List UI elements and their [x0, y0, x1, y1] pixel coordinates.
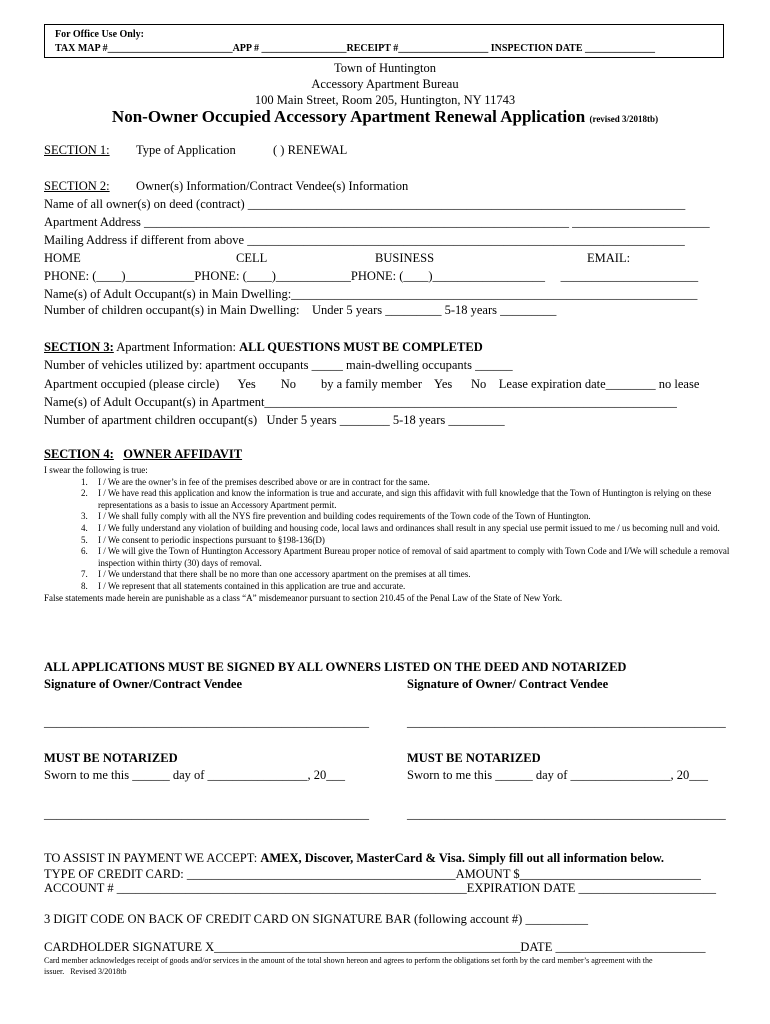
apartment-adults-field[interactable]: Name(s) of Adult Occupant(s) in Apartment__________________________________________________________________: [44, 395, 677, 409]
revision-note: (revised 3/2018tb): [589, 114, 659, 124]
apartment-address-field[interactable]: Apartment Address ____________________________________________________________________ ______________________: [44, 215, 710, 229]
office-use-label: For Office Use Only:: [55, 29, 144, 40]
false-statements-note: False statements made herein are punishable as a class “A” misdemeanor pursuant to section 210.45 of the Penal Law of the State of New York.: [44, 592, 563, 603]
section3-required: ALL QUESTIONS MUST BE COMPLETED: [239, 340, 483, 354]
cardmember-acknowledgment: Card member acknowledges receipt of goods and/or services in the amount of the total shown hereon and agrees to perform the obligations set forth by the card member’s agreement with the: [44, 956, 653, 965]
owner-names-field[interactable]: Name of all owner(s) on deed (contract) ______________________________________________________________________: [44, 197, 686, 211]
title-text: Non-Owner Occupied Accessory Apartment Renewal Application: [111, 107, 586, 126]
apartment-children-field[interactable]: Number of apartment children occupant(s) Under 5 years ________ 5-18 years _________: [44, 413, 505, 427]
page-title: [0, 107, 770, 127]
town-name: Town of Huntington: [334, 61, 436, 75]
right-signature-line[interactable]: ___________________________________________________: [407, 715, 726, 729]
section4-header: [44, 447, 242, 462]
accepted-cards: AMEX, Discover, MasterCard & Visa. Simply fill out all information below.: [260, 851, 665, 865]
payment-intro-text: TO ASSIST IN PAYMENT WE ACCEPT:: [44, 851, 258, 865]
left-notarized-label: MUST BE NOTARIZED: [44, 751, 178, 765]
account-expiration-field[interactable]: ACCOUNT # ________________________________________________________EXPIRATION DATE ______________________: [44, 881, 716, 895]
bureau-address: 100 Main Street, Room 205, Huntington, NY 11743: [254, 93, 516, 107]
phone-fields[interactable]: PHONE: (____)___________PHONE: (____)____________PHONE: (____)__________________ ______________________: [44, 269, 699, 283]
vehicles-field[interactable]: Number of vehicles utilized by: apartment occupants _____ main-dwelling occupants ______: [44, 358, 513, 372]
signature-notice: ALL APPLICATIONS MUST BE SIGNED BY ALL OWNERS LISTED ON THE DEED AND NOTARIZED: [44, 660, 627, 674]
affidavit-intro: I swear the following is true:: [44, 465, 148, 475]
main-dwelling-adults-field[interactable]: Name(s) of Adult Occupant(s) in Main Dwelling:_________________________________________________________________: [44, 287, 698, 301]
affidavit-item: 3. I / We shall fully comply with all the NYS fire prevention and building codes requirements of the Town code of the Town of Huntington.: [90, 511, 734, 523]
col-cell: CELL: [236, 251, 268, 265]
card-type-amount-field[interactable]: TYPE OF CREDIT CARD: ___________________________________________AMOUNT $_____________________________: [44, 867, 701, 881]
affidavit-item: 5. I / We consent to periodic inspections pursuant to §198-136(D): [90, 535, 734, 547]
right-notarized-label: MUST BE NOTARIZED: [407, 751, 541, 765]
section3-header: [44, 340, 483, 355]
office-use-box: [44, 24, 724, 58]
col-home: HOME: [44, 251, 81, 265]
affidavit: [44, 465, 734, 604]
cardholder-signature-field[interactable]: CARDHOLDER SIGNATURE X_________________________________________________DATE ________________________: [44, 940, 706, 954]
col-email: EMAIL:: [587, 251, 631, 265]
section4-label: SECTION 4:: [44, 447, 114, 461]
footer-revision: issuer. Revised 3/2018tb: [44, 967, 127, 976]
affidavit-list: [44, 477, 734, 593]
affidavit-item: 8. I / We represent that all statements contained in this application are true and accurate.: [90, 581, 734, 593]
section2-label: SECTION 2:: [44, 179, 110, 193]
right-notary-line[interactable]: ___________________________________________________: [407, 807, 726, 821]
main-dwelling-children-field[interactable]: Number of children occupant(s) in Main Dwelling: Under 5 years _________ 5-18 years _________: [44, 303, 557, 317]
cvv-field[interactable]: 3 DIGIT CODE ON BACK OF CREDIT CARD ON SIGNATURE BAR (following account #) __________: [44, 912, 588, 926]
left-signature-line[interactable]: ____________________________________________________: [44, 715, 369, 729]
left-signature-label: Signature of Owner/Contract Vendee: [44, 677, 243, 691]
bureau-name: Accessory Apartment Bureau: [311, 77, 459, 91]
affidavit-item: 7. I / We understand that there shall be no more than one accessory apartment on the premises at all times.: [90, 569, 734, 581]
left-sworn-field[interactable]: Sworn to me this ______ day of ________________, 20___: [44, 768, 346, 782]
mailing-address-field[interactable]: Mailing Address if different from above ______________________________________________________________________: [44, 233, 685, 247]
right-sworn-field[interactable]: Sworn to me this ______ day of ________________, 20___: [407, 768, 709, 782]
affidavit-item: 6. I / We will give the Town of Huntington Accessory Apartment Bureau proper notice of removal of said apartment to comply with Town Code and I/We will schedule a removal inspection within thirty (30) days of removal.: [90, 546, 734, 569]
section3-sub: Apartment Information:: [116, 340, 237, 354]
left-notary-line[interactable]: ____________________________________________________: [44, 807, 369, 821]
section3-label: SECTION 3:: [44, 340, 114, 354]
section1-label: SECTION 1:: [44, 143, 110, 157]
renewal-checkbox[interactable]: ( ) RENEWAL: [273, 143, 348, 157]
affidavit-item: 4. I / We fully understand any violation of building and housing code, local laws and ordinances shall result in any special use permit issued to me / us becoming null and void.: [90, 523, 734, 535]
col-business: BUSINESS: [375, 251, 435, 265]
application-type-label: Type of Application: [136, 143, 236, 157]
affidavit-item: 1. I / We are the owner’s in fee of the premises described above or are in contract for the same.: [90, 477, 734, 489]
office-use-fields[interactable]: TAX MAP #_________________________APP # _________________RECEIPT #__________________ INSPECTION DATE ______________: [55, 43, 656, 54]
payment-intro: [44, 851, 664, 866]
section4-heading: OWNER AFFIDAVIT: [123, 447, 243, 461]
affidavit-item: 2. I / We have read this application and know the information is true and accurate, and sign this affidavit with full knowledge that the Town of Huntington is relying on these representations as a basis to issue an Accessory Apartment permit.: [90, 488, 734, 511]
apartment-occupied-field[interactable]: Apartment occupied (please circle) Yes No by a family member Yes No Lease expiration date________ no lease: [44, 377, 700, 391]
right-signature-label: Signature of Owner/ Contract Vendee: [407, 677, 609, 691]
section2-heading: Owner(s) Information/Contract Vendee(s) Information: [136, 179, 409, 193]
